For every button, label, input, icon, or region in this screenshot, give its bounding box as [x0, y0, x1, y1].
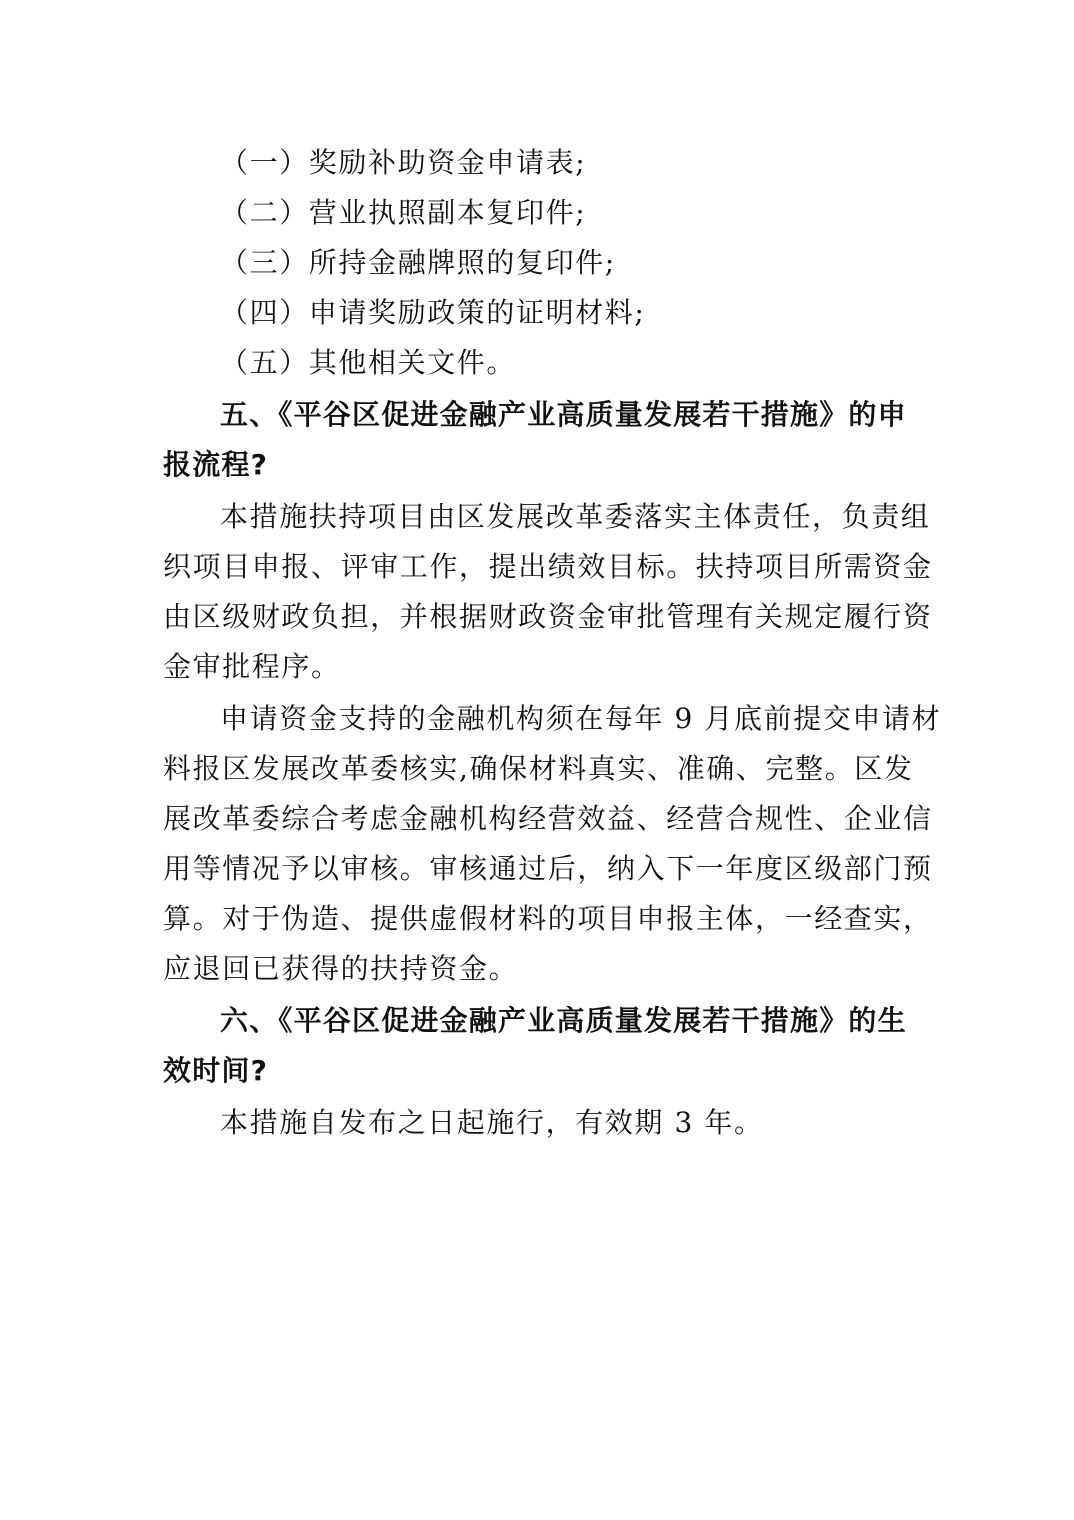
material-item-5: （五）其他相关文件。 — [220, 346, 517, 379]
section5-para2-line6: 应退回已获得的扶持资金。 — [163, 952, 519, 985]
section5-para1-line2: 织项目申报、评审工作，提出绩效目标。扶持项目所需资金 — [163, 550, 933, 583]
section5-para1-line1: 本措施扶持项目由区发展改革委落实主体责任，负责组 — [220, 500, 931, 533]
material-item-1: （一）奖励补助资金申请表; — [220, 146, 587, 179]
section6-heading-line2: 效时间? — [163, 1054, 269, 1087]
material-item-2: （二）营业执照副本复印件; — [220, 196, 587, 229]
section5-para1-line3: 由区级财政负担，并根据财政资金审批管理有关规定履行资 — [163, 600, 933, 633]
section5-para2-line1: 申请资金支持的金融机构须在每年 9 月底前提交申请材 — [220, 702, 942, 735]
section5-heading-line1: 五、《平谷区促进金融产业高质量发展若干措施》的申 — [220, 398, 907, 431]
section5-para2-line5: 算。对于伪造、提供虚假材料的项目申报主体，一经查实， — [163, 902, 933, 935]
section5-para2-line3: 展改革委综合考虑金融机构经营效益、经营合规性、企业信 — [163, 802, 933, 835]
section5-para2-line4: 用等情况予以审核。审核通过后，纳入下一年度区级部门预 — [163, 852, 933, 885]
section5-para1-line4: 金审批程序。 — [163, 650, 341, 683]
section5-para2-line2: 料报区发展改革委核实,确保材料真实、准确、完整。区发 — [163, 752, 914, 785]
section5-heading-line2: 报流程? — [163, 448, 269, 481]
section6-heading-line1: 六、《平谷区促进金融产业高质量发展若干措施》的生 — [220, 1004, 907, 1037]
material-item-4: （四）申请奖励政策的证明材料; — [220, 296, 646, 329]
material-item-3: （三）所持金融牌照的复印件; — [220, 246, 616, 279]
section6-para1-line1: 本措施自发布之日起施行，有效期 3 年。 — [220, 1106, 764, 1139]
